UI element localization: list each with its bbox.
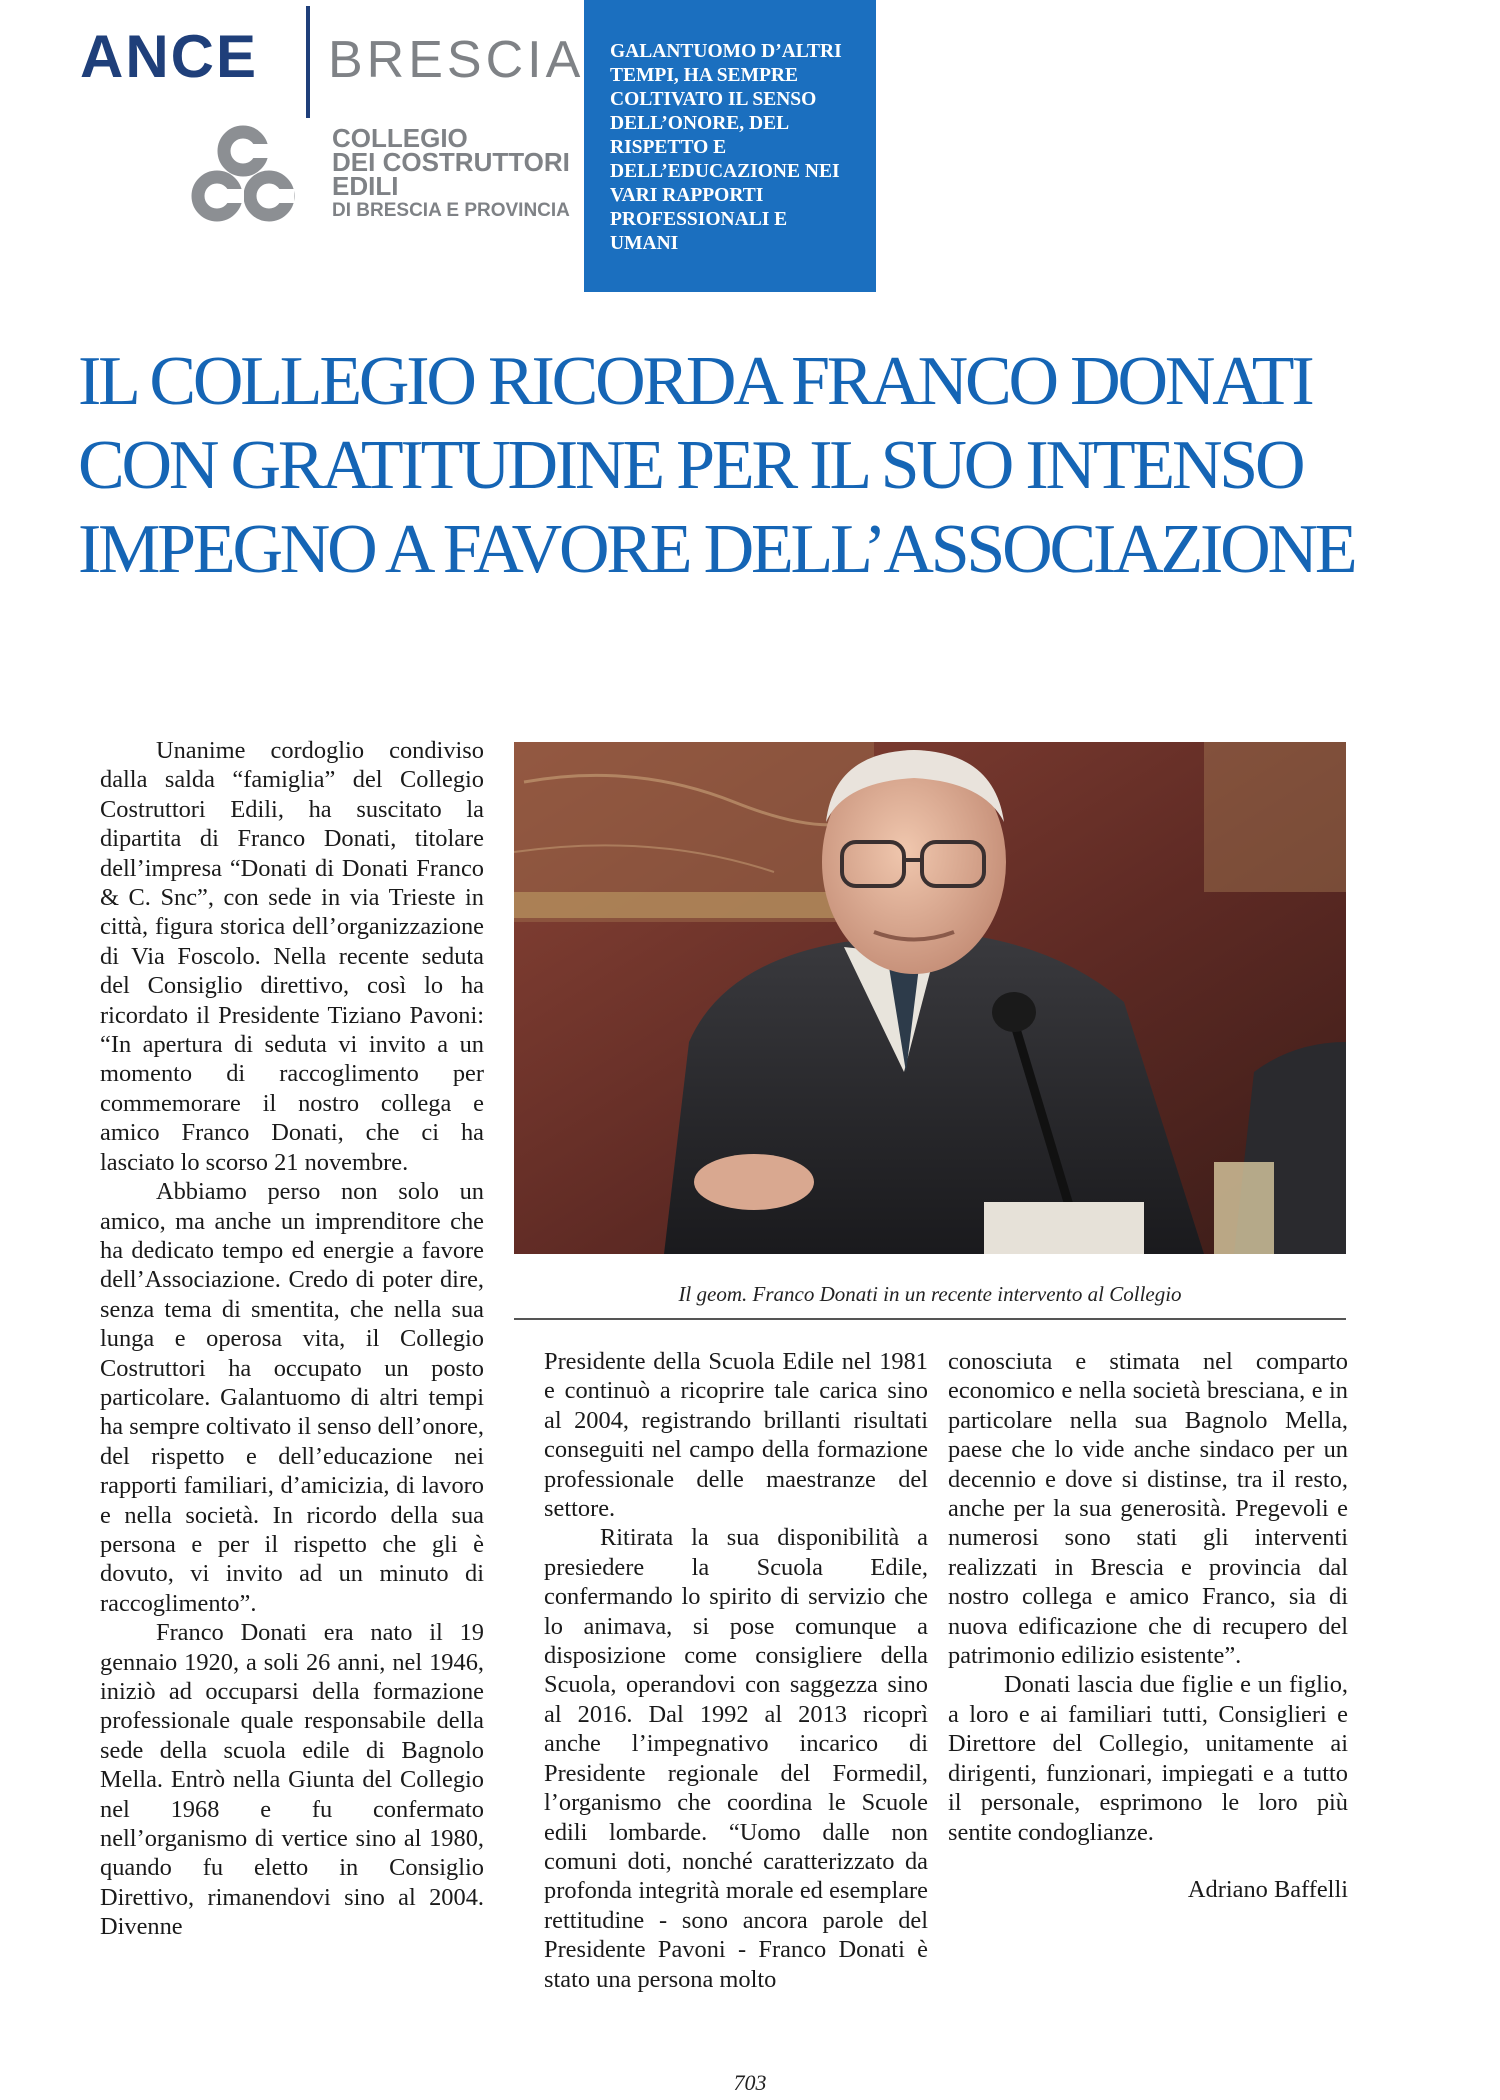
article-paragraph: Donati lascia due figlie e un figlio, a loro e ai familiari tutti, Consiglieri e Direttore del Collegio, unitamente ai dirigenti, funzionari, impiegati e a tutto il personale, esprimono le loro più sentite condoglianze. [948, 1671, 1348, 1846]
ance-wordmark: ANCE [80, 23, 259, 90]
author-signature: Adriano Baffelli [1187, 1875, 1348, 1903]
ance-brescia-logo [74, 0, 594, 240]
pull-quote-box [584, 0, 876, 292]
article-paragraph: Franco Donati era nato il 19 gennaio 1920, a soli 26 anni, nel 1946, iniziò ad occuparsi della formazione professionale quale responsabile della sede della scuola edile di Bagnolo Mella. Entrò nella Giunta del Collegio nel 1968 e fu confermato nell’organismo di vertice sino al 1980, quando fu eletto in Consiglio Direttivo, rimanendovi sino al 2004. Divenne [100, 1619, 484, 1941]
article-paragraph: Ritirata la sua disponibilità a presiedere la Scuola Edile, confermando lo spirito di servizio che lo animava, si pose comunque a disposizione come consigliere della Scuola, operandovi con saggezza sino al 2016. Dal 1992 al 2013 ricoprì anche l’impegnativo incarico di Presidente regionale del Formedil, l’organismo che coordina le Scuole edili lombarde. “Uomo dalle non comuni doti, nonché caratterizzato da profonda integrità morale ed esemplare rettitudine - sono ancora parole del Presidente Pavoni - Franco Donati è stato una persona molto [544, 1524, 928, 1993]
headline-line: IL COLLEGIO RICORDA FRANCO DONATI [78, 343, 1312, 420]
pull-quote-text: GALANTUOMO D’ALTRI TEMPI, HA SEMPRE COLTIVATO IL SENSO DELL’ONORE, DEL RISPETTO E DELL’EDUCAZIONE NEI VARI RAPPORTI PROFESSIONALI E UMANI [610, 41, 842, 254]
brescia-wordmark: BRESCIA [328, 31, 585, 89]
franco-donati-photo [514, 742, 1346, 1254]
article-column-3 [948, 1347, 1348, 1904]
article-headline [78, 340, 1418, 592]
collegio-emblem-icon [188, 124, 298, 230]
article-column-1 [100, 736, 484, 1942]
caption-divider [514, 1318, 1346, 1320]
collegio-name: COLLEGIO DEI COSTRUTTORI EDILI DI BRESCIA E PROVINCIA [332, 123, 570, 221]
page-number: 703 [733, 2070, 767, 2095]
article-paragraph: conosciuta e stimata nel comparto economico e nella società bresciana, e in particolare nella sua Bagnolo Mella, paese che lo vide anche sindaco per un decennio e dove si distinse, tra il resto, anche per la sua generosità. Pregevoli e numerosi sono stati gli interventi realizzati in Brescia e provincia dal nostro collega e amico Franco, sia di nuova edificazione che di recupero del patrimonio edilizio esistente”. [948, 1348, 1348, 1670]
article-paragraph: Unanime cordoglio condiviso dalla salda “famiglia” del Collegio Costruttori Edili, ha suscitato la dipartita di Franco Donati, titolare dell’impresa “Donati di Donati Franco & C. Snc”, con sede in via Trieste in città, figura storica dell’organizzazione di Via Foscolo. Nella recente seduta del Consiglio direttivo, così lo ha ricordato il Presidente Tiziano Pavoni: “In apertura di seduta vi invito a un momento di raccoglimento per commemorare il nostro collega e amico Franco Donati, che ci ha lasciato lo scorso 21 novembre. [100, 737, 484, 1176]
article-column-2 [544, 1347, 928, 1994]
photo-caption: Il geom. Franco Donati in un recente intervento al Collegio [678, 1282, 1182, 1306]
headline-line: CON GRATITUDINE PER IL SUO INTENSO [78, 427, 1303, 504]
article-paragraph: Abbiamo perso non solo un amico, ma anche un imprenditore che ha dedicato tempo ed energie a favore dell’Associazione. Credo di poter dire, senza tema di smentita, che nella sua lunga e operosa vita, il Collegio Costruttori ha occupato un posto particolare. Galantuomo di altri tempi ha sempre coltivato il senso dell’onore, del rispetto e dell’educazione nei rapporti familiari, d’amicizia, di lavoro e nella società. In ricordo della sua persona e per il rispetto che gli è dovuto, vi invito ad un minuto di raccoglimento”. [100, 1178, 484, 1617]
logo-separator [306, 6, 310, 118]
article-paragraph: Presidente della Scuola Edile nel 1981 e continuò a ricoprire tale carica sino al 2004, registrando brillanti risultati conseguiti nel campo della formazione professionale delle maestranze del settore. [544, 1348, 928, 1523]
headline-line: IMPEGNO A FAVORE DELL’ASSOCIAZIONE [78, 511, 1355, 588]
